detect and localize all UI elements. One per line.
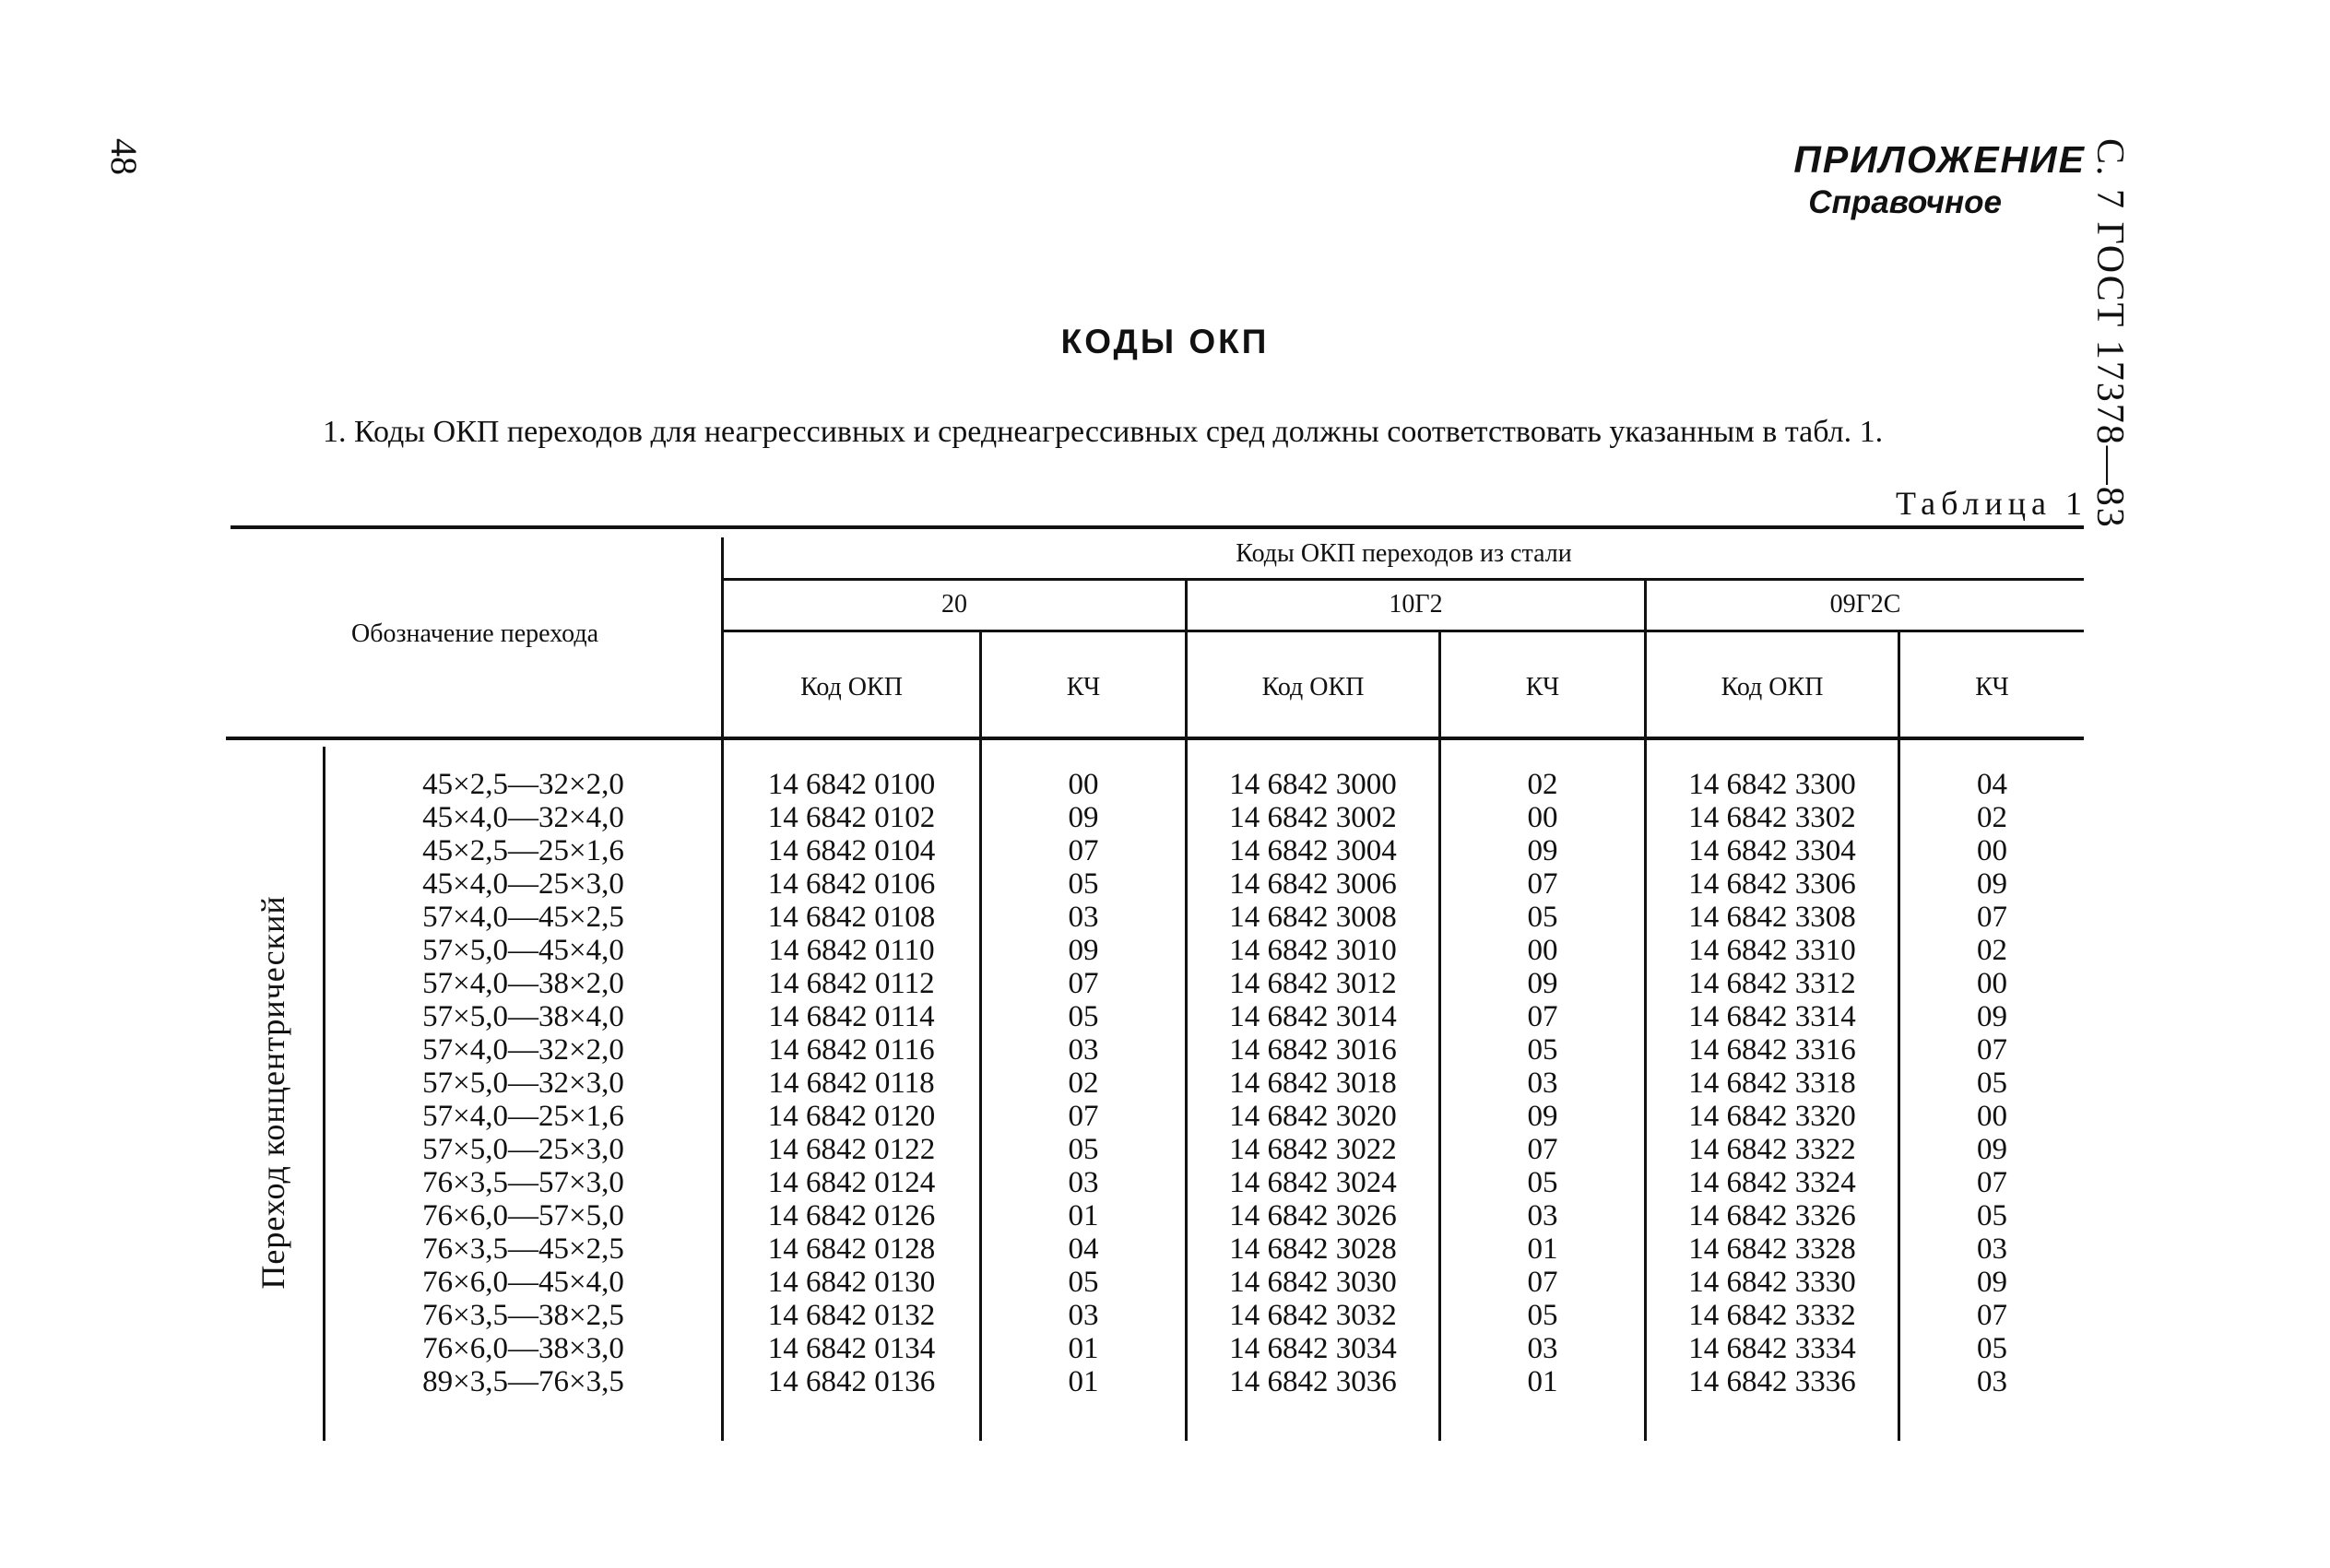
appendix-subtitle: Справочное — [1808, 184, 2002, 220]
table-top-rule — [231, 525, 2084, 529]
table-cell: 57×4,0—32×2,0 — [422, 1033, 624, 1067]
table-cell: 09 — [1977, 867, 2007, 901]
table-cell: 76×6,0—57×5,0 — [422, 1199, 624, 1232]
table-cell: 14 6842 3008 — [1229, 901, 1397, 934]
table-cell: 05 — [1068, 1000, 1099, 1033]
table-cell: 76×3,5—57×3,0 — [422, 1166, 624, 1199]
table-cell: 57×5,0—25×3,0 — [422, 1133, 624, 1166]
table-cell: 45×2,5—32×2,0 — [422, 768, 624, 801]
table-cell: 14 6842 3004 — [1229, 834, 1397, 867]
table-cell: 14 6842 3332 — [1688, 1299, 1856, 1332]
side-header: С. 7 ГОСТ 17378—83 — [2088, 138, 2131, 529]
table-cell: 57×4,0—38×2,0 — [422, 967, 624, 1000]
table-cell: 03 — [1977, 1232, 2007, 1266]
table-cell: 05 — [1977, 1199, 2007, 1232]
table-cell: 05 — [1068, 867, 1099, 901]
steel10g2-kch-header: КЧ — [1525, 673, 1560, 701]
table-cell: 14 6842 0108 — [767, 901, 936, 934]
table-cell: 14 6842 3308 — [1688, 901, 1856, 934]
table-cell: 14 6842 3016 — [1229, 1033, 1397, 1067]
steel09g2s-code-header: Код ОКП — [1721, 673, 1824, 701]
table-cell: 03 — [1068, 1033, 1099, 1067]
table-cell: 14 6842 3030 — [1229, 1266, 1397, 1299]
table-cell: 14 6842 0134 — [767, 1332, 936, 1365]
table-cell: 05 — [1977, 1332, 2007, 1365]
table-cell: 14 6842 3024 — [1229, 1166, 1397, 1199]
table-cell: 14 6842 0130 — [767, 1266, 936, 1299]
table-cell: 14 6842 3316 — [1688, 1033, 1856, 1067]
table-cell: 14 6842 0114 — [768, 1000, 935, 1033]
table-cell: 05 — [1527, 901, 1558, 934]
steel09g2s-kch-header: КЧ — [1975, 673, 2009, 701]
table-cell: 14 6842 3322 — [1688, 1133, 1856, 1166]
table-cell: 14 6842 3000 — [1229, 768, 1397, 801]
table-cell: 14 6842 3002 — [1229, 801, 1397, 834]
table-cell: 07 — [1977, 901, 2007, 934]
steel-grade-09g2s: 09Г2С — [1829, 590, 1901, 619]
table-cell: 14 6842 3026 — [1229, 1199, 1397, 1232]
table-cell: 76×6,0—45×4,0 — [422, 1266, 624, 1299]
table-cell: 14 6842 0122 — [767, 1133, 936, 1166]
table-cell: 03 — [1977, 1365, 2007, 1398]
table-cell: 03 — [1527, 1332, 1558, 1365]
steel09g2s-code-column — [1647, 768, 1898, 1398]
table-cell: 00 — [1977, 1100, 2007, 1133]
codes-header: Коды ОКП переходов из стали — [1236, 539, 1572, 568]
table-cell: 07 — [1977, 1299, 2007, 1332]
table-cell: 14 6842 3032 — [1229, 1299, 1397, 1332]
table-cell: 05 — [1977, 1067, 2007, 1100]
table-cell: 14 6842 3300 — [1688, 768, 1856, 801]
steel10g2-code-header: Код ОКП — [1261, 673, 1365, 701]
table-cell: 07 — [1527, 867, 1558, 901]
table-cell: 14 6842 3334 — [1688, 1332, 1856, 1365]
table-cell: 14 6842 0124 — [767, 1166, 936, 1199]
table-cell: 57×5,0—38×4,0 — [422, 1000, 624, 1033]
table-cell: 14 6842 3328 — [1688, 1232, 1856, 1266]
table-cell: 05 — [1527, 1299, 1558, 1332]
table-cell: 03 — [1068, 901, 1099, 934]
grade-header-rule — [721, 630, 2084, 632]
page-title: КОДЫ ОКП — [1060, 323, 1270, 360]
table-cell: 00 — [1527, 934, 1558, 967]
table-cell: 05 — [1527, 1166, 1558, 1199]
table-cell: 14 6842 3022 — [1229, 1133, 1397, 1166]
table-cell: 09 — [1068, 934, 1099, 967]
table-cell: 14 6842 0100 — [767, 768, 936, 801]
table-cell: 07 — [1068, 967, 1099, 1000]
table-cell: 02 — [1977, 801, 2007, 834]
table-cell: 07 — [1068, 1100, 1099, 1133]
table-cell: 03 — [1068, 1166, 1099, 1199]
group-label-divider — [323, 747, 325, 1441]
table-cell: 05 — [1068, 1266, 1099, 1299]
table-cell: 14 6842 3034 — [1229, 1332, 1397, 1365]
table-cell: 07 — [1527, 1133, 1558, 1166]
table-cell: 45×4,0—25×3,0 — [422, 867, 624, 901]
table-cell: 05 — [1527, 1033, 1558, 1067]
table-cell: 01 — [1527, 1365, 1558, 1398]
page-number: 48 — [103, 138, 145, 175]
table-cell: 14 6842 3326 — [1688, 1199, 1856, 1232]
appendix-title: ПРИЛОЖЕНИЕ — [1793, 138, 2086, 181]
table-cell: 00 — [1527, 801, 1558, 834]
table-cell: 14 6842 0126 — [767, 1199, 936, 1232]
table-cell: 00 — [1977, 834, 2007, 867]
table-cell: 09 — [1068, 801, 1099, 834]
table-cell: 00 — [1977, 967, 2007, 1000]
table-cell: 14 6842 3318 — [1688, 1067, 1856, 1100]
table-cell: 14 6842 3010 — [1229, 934, 1397, 967]
table-cell: 14 6842 3036 — [1229, 1365, 1397, 1398]
table-cell: 09 — [1977, 1266, 2007, 1299]
steel09g2s-kch-column — [1900, 768, 2084, 1398]
table-cell: 89×3,5—76×3,5 — [422, 1365, 624, 1398]
table-cell: 07 — [1068, 834, 1099, 867]
intro-paragraph: 1. Коды ОКП переходов для неагрессивных и среднеагрессивных сред должны соответствовать указанным в табл. 1. — [323, 415, 1884, 449]
steel20-kch-header: КЧ — [1066, 673, 1101, 701]
table-cell: 14 6842 3014 — [1229, 1000, 1397, 1033]
steel20-code-header: Код ОКП — [800, 673, 903, 701]
table-cell: 57×5,0—32×3,0 — [422, 1067, 624, 1100]
steel20-code-column — [724, 768, 979, 1398]
table-cell: 14 6842 0102 — [767, 801, 936, 834]
steel10g2-kch-column — [1441, 768, 1644, 1398]
table-cell: 03 — [1527, 1199, 1558, 1232]
table-cell: 14 6842 3314 — [1688, 1000, 1856, 1033]
table-cell: 14 6842 3336 — [1688, 1365, 1856, 1398]
table-cell: 14 6842 3330 — [1688, 1266, 1856, 1299]
header-bottom-rule — [226, 737, 2084, 740]
table-cell: 01 — [1068, 1199, 1099, 1232]
table-cell: 14 6842 3006 — [1229, 867, 1397, 901]
table-cell: 45×2,5—25×1,6 — [422, 834, 624, 867]
table-cell: 14 6842 0104 — [767, 834, 936, 867]
table-cell: 14 6842 3018 — [1229, 1067, 1397, 1100]
table-cell: 14 6842 0136 — [767, 1365, 936, 1398]
table-cell: 01 — [1068, 1332, 1099, 1365]
table-cell: 14 6842 0128 — [767, 1232, 936, 1266]
steel-grade-10g2: 10Г2 — [1389, 590, 1443, 619]
group-label-concentric: Переход концентрический — [254, 895, 291, 1290]
table-cell: 03 — [1527, 1067, 1558, 1100]
table-cell: 57×4,0—25×1,6 — [422, 1100, 624, 1133]
designation-column — [327, 768, 719, 1398]
table-cell: 76×6,0—38×3,0 — [422, 1332, 624, 1365]
table-cell: 09 — [1977, 1133, 2007, 1166]
table-cell: 07 — [1527, 1000, 1558, 1033]
table-cell: 14 6842 3310 — [1688, 934, 1856, 967]
table-cell: 14 6842 0110 — [768, 934, 935, 967]
table-cell: 14 6842 3306 — [1688, 867, 1856, 901]
table-cell: 76×3,5—38×2,5 — [422, 1299, 624, 1332]
table-cell: 14 6842 0120 — [767, 1100, 936, 1133]
steel-grade-20: 20 — [941, 590, 967, 619]
table-cell: 09 — [1977, 1000, 2007, 1033]
table-cell: 04 — [1977, 768, 2007, 801]
table-cell: 45×4,0—32×4,0 — [422, 801, 624, 834]
table-cell: 14 6842 0132 — [767, 1299, 936, 1332]
table-cell: 05 — [1068, 1133, 1099, 1166]
table-cell: 57×5,0—45×4,0 — [422, 934, 624, 967]
table-caption: Таблица 1 — [1896, 485, 2088, 522]
table-cell: 14 6842 3304 — [1688, 834, 1856, 867]
designation-header: Обозначение перехода — [351, 619, 598, 648]
table-cell: 14 6842 3320 — [1688, 1100, 1856, 1133]
table-cell: 02 — [1068, 1067, 1099, 1100]
table-cell: 14 6842 0106 — [767, 867, 936, 901]
steel10g2-code-column — [1188, 768, 1438, 1398]
table-cell: 14 6842 0116 — [768, 1033, 935, 1067]
table-cell: 14 6842 3312 — [1688, 967, 1856, 1000]
table-cell: 14 6842 0112 — [768, 967, 935, 1000]
table-cell: 57×4,0—45×2,5 — [422, 901, 624, 934]
table-cell: 14 6842 0118 — [768, 1067, 935, 1100]
table-cell: 14 6842 3012 — [1229, 967, 1397, 1000]
table-cell: 03 — [1068, 1299, 1099, 1332]
table-cell: 07 — [1977, 1033, 2007, 1067]
table-cell: 14 6842 3028 — [1229, 1232, 1397, 1266]
steel20-kch-column — [982, 768, 1185, 1398]
table-cell: 01 — [1068, 1365, 1099, 1398]
table-cell: 09 — [1527, 834, 1558, 867]
table-cell: 09 — [1527, 967, 1558, 1000]
table-cell: 00 — [1068, 768, 1099, 801]
table-cell: 02 — [1977, 934, 2007, 967]
table-cell: 07 — [1977, 1166, 2007, 1199]
table-cell: 02 — [1527, 768, 1558, 801]
table-cell: 04 — [1068, 1232, 1099, 1266]
table-cell: 07 — [1527, 1266, 1558, 1299]
table-cell: 14 6842 3302 — [1688, 801, 1856, 834]
codes-header-rule — [721, 578, 2084, 581]
table-cell: 14 6842 3020 — [1229, 1100, 1397, 1133]
table-cell: 01 — [1527, 1232, 1558, 1266]
table-cell: 14 6842 3324 — [1688, 1166, 1856, 1199]
table-cell: 09 — [1527, 1100, 1558, 1133]
table-cell: 76×3,5—45×2,5 — [422, 1232, 624, 1266]
